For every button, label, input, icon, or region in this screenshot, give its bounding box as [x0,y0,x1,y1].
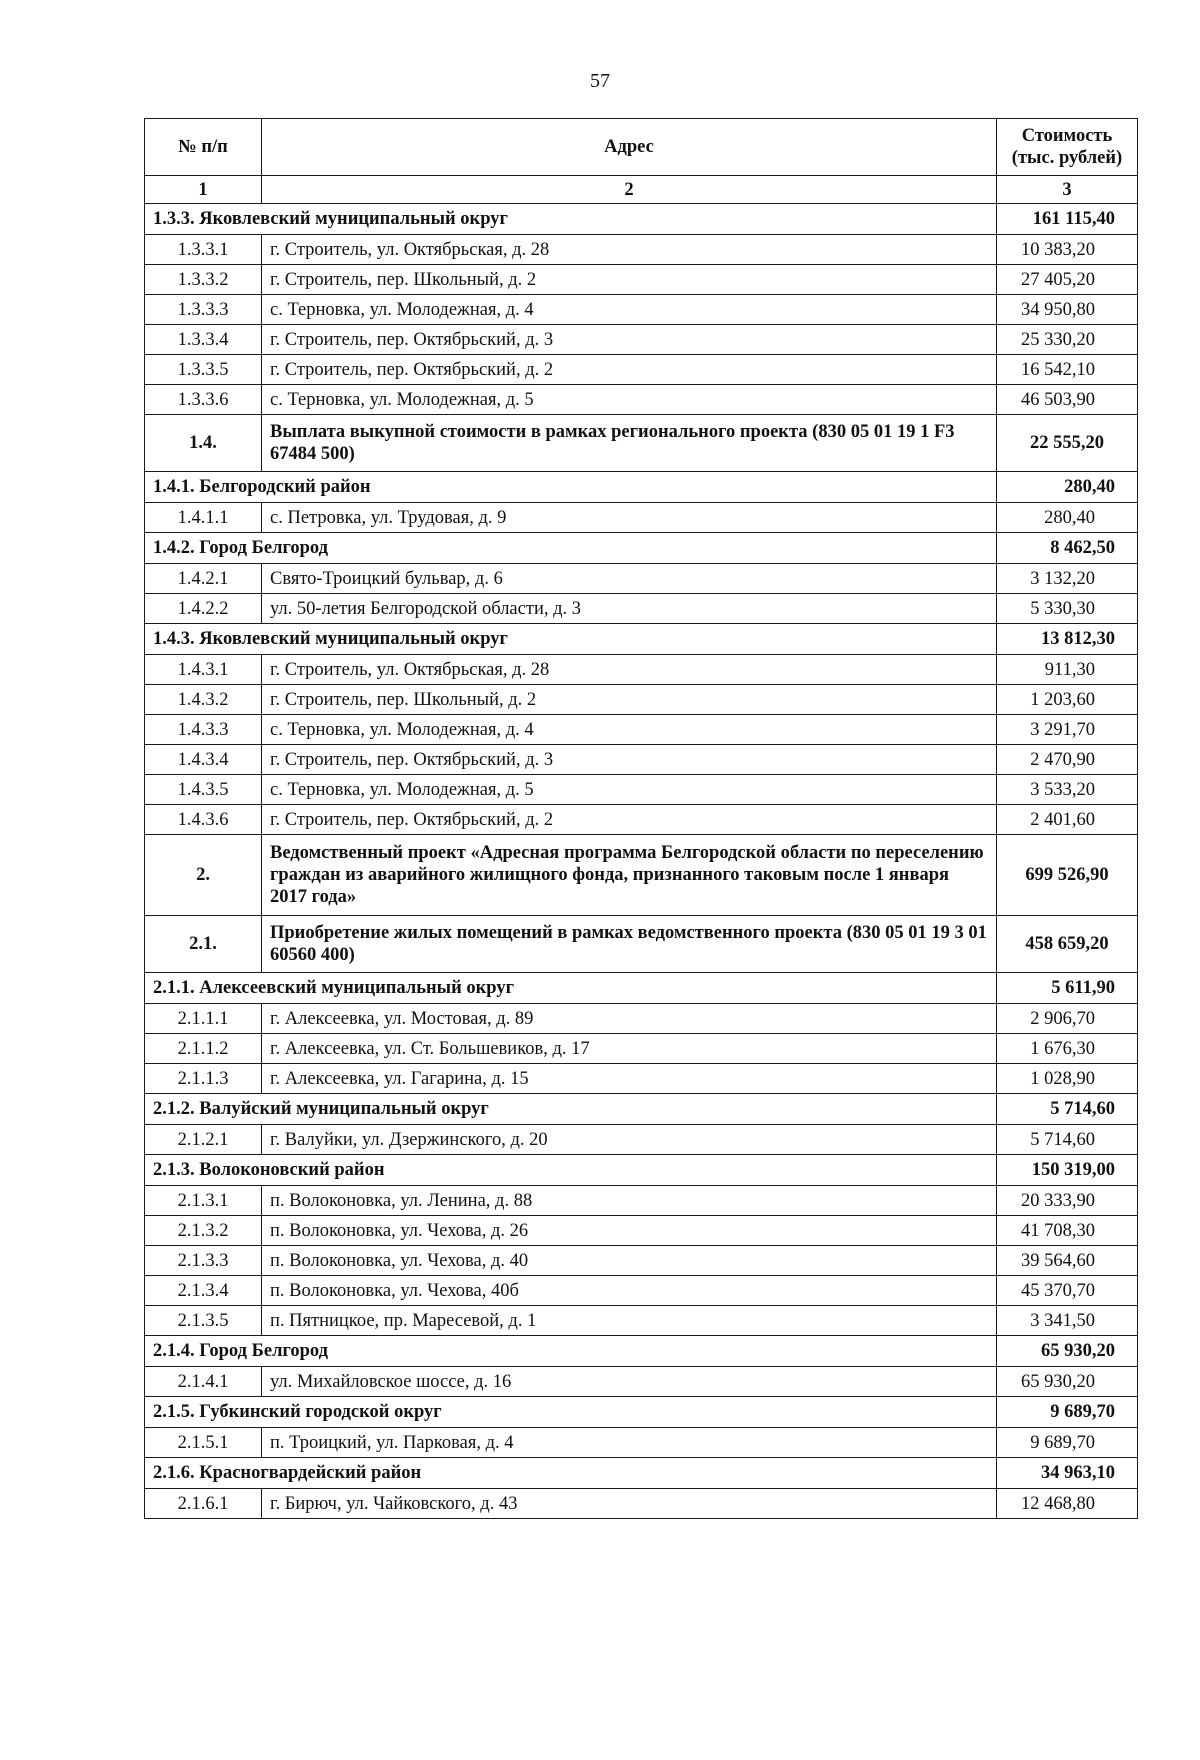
table-row [145,1004,1138,1034]
item-cost: 3 341,50 [997,1306,1138,1336]
group-cost: 9 689,70 [997,1397,1138,1428]
item-cost: 3 132,20 [997,564,1138,594]
item-address: п. Троицкий, ул. Парковая, д. 4 [262,1428,997,1458]
cost-table [144,118,1138,1519]
item-address: г. Строитель, пер. Октябрьский, д. 3 [262,325,997,355]
item-address: г. Валуйки, ул. Дзержинского, д. 20 [262,1125,997,1155]
section-title: Приобретение жилых помещений в рамках ведомственного проекта (830 05 01 19 3 01 60560 400) [262,916,997,973]
table-body [145,204,1138,1519]
table-row [145,715,1138,745]
column-index: 2 [262,176,997,204]
group-label: 1.4.2. Город Белгород [145,533,997,564]
item-number: 2.1.3.2 [145,1216,262,1246]
item-address: с. Петровка, ул. Трудовая, д. 9 [262,503,997,533]
group-label: 2.1.1. Алексеевский муниципальный округ [145,973,997,1004]
item-number: 1.4.3.4 [145,745,262,775]
group-row [145,973,1138,1004]
item-number: 1.3.3.5 [145,355,262,385]
item-cost: 2 906,70 [997,1004,1138,1034]
group-row [145,1458,1138,1489]
item-cost: 2 401,60 [997,805,1138,835]
item-address: г. Алексеевка, ул. Ст. Большевиков, д. 17 [262,1034,997,1064]
item-address: п. Волоконовка, ул. Ленина, д. 88 [262,1186,997,1216]
item-number: 2.1.6.1 [145,1489,262,1519]
table-row [145,235,1138,265]
table-row [145,594,1138,624]
item-cost: 3 291,70 [997,715,1138,745]
table-row [145,1125,1138,1155]
item-cost: 25 330,20 [997,325,1138,355]
item-number: 1.3.3.6 [145,385,262,415]
item-cost: 12 468,80 [997,1489,1138,1519]
table-row [145,325,1138,355]
table-row [145,1367,1138,1397]
table-row [145,1064,1138,1094]
item-number: 1.3.3.1 [145,235,262,265]
group-cost: 280,40 [997,472,1138,503]
item-number: 2.1.1.3 [145,1064,262,1094]
item-number: 2.1.3.5 [145,1306,262,1336]
item-address: п. Волоконовка, ул. Чехова, д. 26 [262,1216,997,1246]
item-address: г. Алексеевка, ул. Мостовая, д. 89 [262,1004,997,1034]
item-cost: 20 333,90 [997,1186,1138,1216]
section-cost: 22 555,20 [997,415,1138,472]
item-cost: 9 689,70 [997,1428,1138,1458]
item-cost: 65 930,20 [997,1367,1138,1397]
item-number: 1.4.2.2 [145,594,262,624]
item-address: Свято-Троицкий бульвар, д. 6 [262,564,997,594]
group-cost: 65 930,20 [997,1336,1138,1367]
section-number: 2.1. [145,916,262,973]
table-row [145,805,1138,835]
group-label: 1.3.3. Яковлевский муниципальный округ [145,204,997,235]
group-row [145,1397,1138,1428]
item-address: п. Волоконовка, ул. Чехова, д. 40 [262,1246,997,1276]
section-title: Выплата выкупной стоимости в рамках регионального проекта (830 05 01 19 1 F3 67484 500) [262,415,997,472]
column-index: 1 [145,176,262,204]
column-index: 3 [997,176,1138,204]
item-number: 2.1.2.1 [145,1125,262,1155]
item-cost: 911,30 [997,655,1138,685]
item-cost: 27 405,20 [997,265,1138,295]
table-header-row [145,119,1138,176]
group-label: 2.1.2. Валуйский муниципальный округ [145,1094,997,1125]
table-row [145,1034,1138,1064]
item-address: ул. Михайловское шоссе, д. 16 [262,1367,997,1397]
section-row [145,415,1138,472]
item-cost: 16 542,10 [997,355,1138,385]
item-address: г. Строитель, пер. Октябрьский, д. 3 [262,745,997,775]
item-number: 2.1.3.4 [145,1276,262,1306]
group-cost: 161 115,40 [997,204,1138,235]
table-row [145,1216,1138,1246]
item-address: г. Строитель, пер. Школьный, д. 2 [262,265,997,295]
table-row [145,745,1138,775]
section-title: Ведомственный проект «Адресная программа Белгородской области по переселению граждан из аварийного жилищного фонда, признанного таковым после 1 января 2017 года» [262,835,997,916]
item-cost: 41 708,30 [997,1216,1138,1246]
item-cost: 5 714,60 [997,1125,1138,1155]
group-row [145,1155,1138,1186]
table-row [145,355,1138,385]
header-cost: Стоимость (тыс. рублей) [997,119,1138,176]
header-address: Адрес [262,119,997,176]
table-row [145,685,1138,715]
item-cost: 34 950,80 [997,295,1138,325]
item-address: п. Пятницкое, пр. Маресевой, д. 1 [262,1306,997,1336]
group-cost: 13 812,30 [997,624,1138,655]
item-number: 1.4.1.1 [145,503,262,533]
group-cost: 8 462,50 [997,533,1138,564]
header-number: № п/п [145,119,262,176]
item-address: с. Терновка, ул. Молодежная, д. 5 [262,775,997,805]
item-number: 2.1.1.1 [145,1004,262,1034]
table-row [145,775,1138,805]
group-label: 1.4.3. Яковлевский муниципальный округ [145,624,997,655]
item-cost: 2 470,90 [997,745,1138,775]
item-number: 2.1.3.3 [145,1246,262,1276]
table-row [145,295,1138,325]
item-number: 1.4.3.1 [145,655,262,685]
item-cost: 46 503,90 [997,385,1138,415]
item-address: г. Строитель, ул. Октябрьская, д. 28 [262,235,997,265]
item-number: 1.4.3.3 [145,715,262,745]
group-row [145,1336,1138,1367]
table-row [145,1489,1138,1519]
item-number: 1.3.3.4 [145,325,262,355]
group-label: 2.1.3. Волоконовский район [145,1155,997,1186]
table-row [145,1186,1138,1216]
section-number: 1.4. [145,415,262,472]
item-number: 1.3.3.2 [145,265,262,295]
group-label: 2.1.6. Красногвардейский район [145,1458,997,1489]
item-address: г. Бирюч, ул. Чайковского, д. 43 [262,1489,997,1519]
item-address: с. Терновка, ул. Молодежная, д. 5 [262,385,997,415]
group-cost: 150 319,00 [997,1155,1138,1186]
table-row [145,265,1138,295]
group-label: 2.1.5. Губкинский городской округ [145,1397,997,1428]
group-row [145,624,1138,655]
table-row [145,1276,1138,1306]
group-label: 1.4.1. Белгородский район [145,472,997,503]
item-cost: 280,40 [997,503,1138,533]
item-address: с. Терновка, ул. Молодежная, д. 4 [262,715,997,745]
table-row [145,385,1138,415]
group-row [145,204,1138,235]
section-number: 2. [145,835,262,916]
group-label: 2.1.4. Город Белгород [145,1336,997,1367]
table-row [145,1246,1138,1276]
item-cost: 5 330,30 [997,594,1138,624]
item-number: 1.4.2.1 [145,564,262,594]
item-address: г. Строитель, пер. Октябрьский, д. 2 [262,355,997,385]
item-cost: 3 533,20 [997,775,1138,805]
item-cost: 1 676,30 [997,1034,1138,1064]
section-cost: 458 659,20 [997,916,1138,973]
item-number: 1.4.3.2 [145,685,262,715]
item-address: г. Строитель, пер. Школьный, д. 2 [262,685,997,715]
item-address: г. Алексеевка, ул. Гагарина, д. 15 [262,1064,997,1094]
item-number: 2.1.3.1 [145,1186,262,1216]
table-row [145,503,1138,533]
section-row [145,835,1138,916]
section-row [145,916,1138,973]
group-row [145,1094,1138,1125]
item-address: г. Строитель, пер. Октябрьский, д. 2 [262,805,997,835]
page-number: 57 [590,70,610,92]
item-cost: 10 383,20 [997,235,1138,265]
item-number: 1.4.3.6 [145,805,262,835]
column-index-row [145,176,1138,204]
item-cost: 39 564,60 [997,1246,1138,1276]
table-row [145,1306,1138,1336]
item-address: п. Волоконовка, ул. Чехова, 40б [262,1276,997,1306]
item-number: 2.1.5.1 [145,1428,262,1458]
group-row [145,533,1138,564]
item-address: г. Строитель, ул. Октябрьская, д. 28 [262,655,997,685]
item-number: 2.1.4.1 [145,1367,262,1397]
group-cost: 5 611,90 [997,973,1138,1004]
table-row [145,1428,1138,1458]
table-row [145,564,1138,594]
item-cost: 1 203,60 [997,685,1138,715]
item-number: 1.3.3.3 [145,295,262,325]
group-row [145,472,1138,503]
item-cost: 1 028,90 [997,1064,1138,1094]
item-address: ул. 50-летия Белгородской области, д. 3 [262,594,997,624]
item-number: 2.1.1.2 [145,1034,262,1064]
group-cost: 34 963,10 [997,1458,1138,1489]
group-cost: 5 714,60 [997,1094,1138,1125]
item-address: с. Терновка, ул. Молодежная, д. 4 [262,295,997,325]
item-number: 1.4.3.5 [145,775,262,805]
table-row [145,655,1138,685]
item-cost: 45 370,70 [997,1276,1138,1306]
section-cost: 699 526,90 [997,835,1138,916]
